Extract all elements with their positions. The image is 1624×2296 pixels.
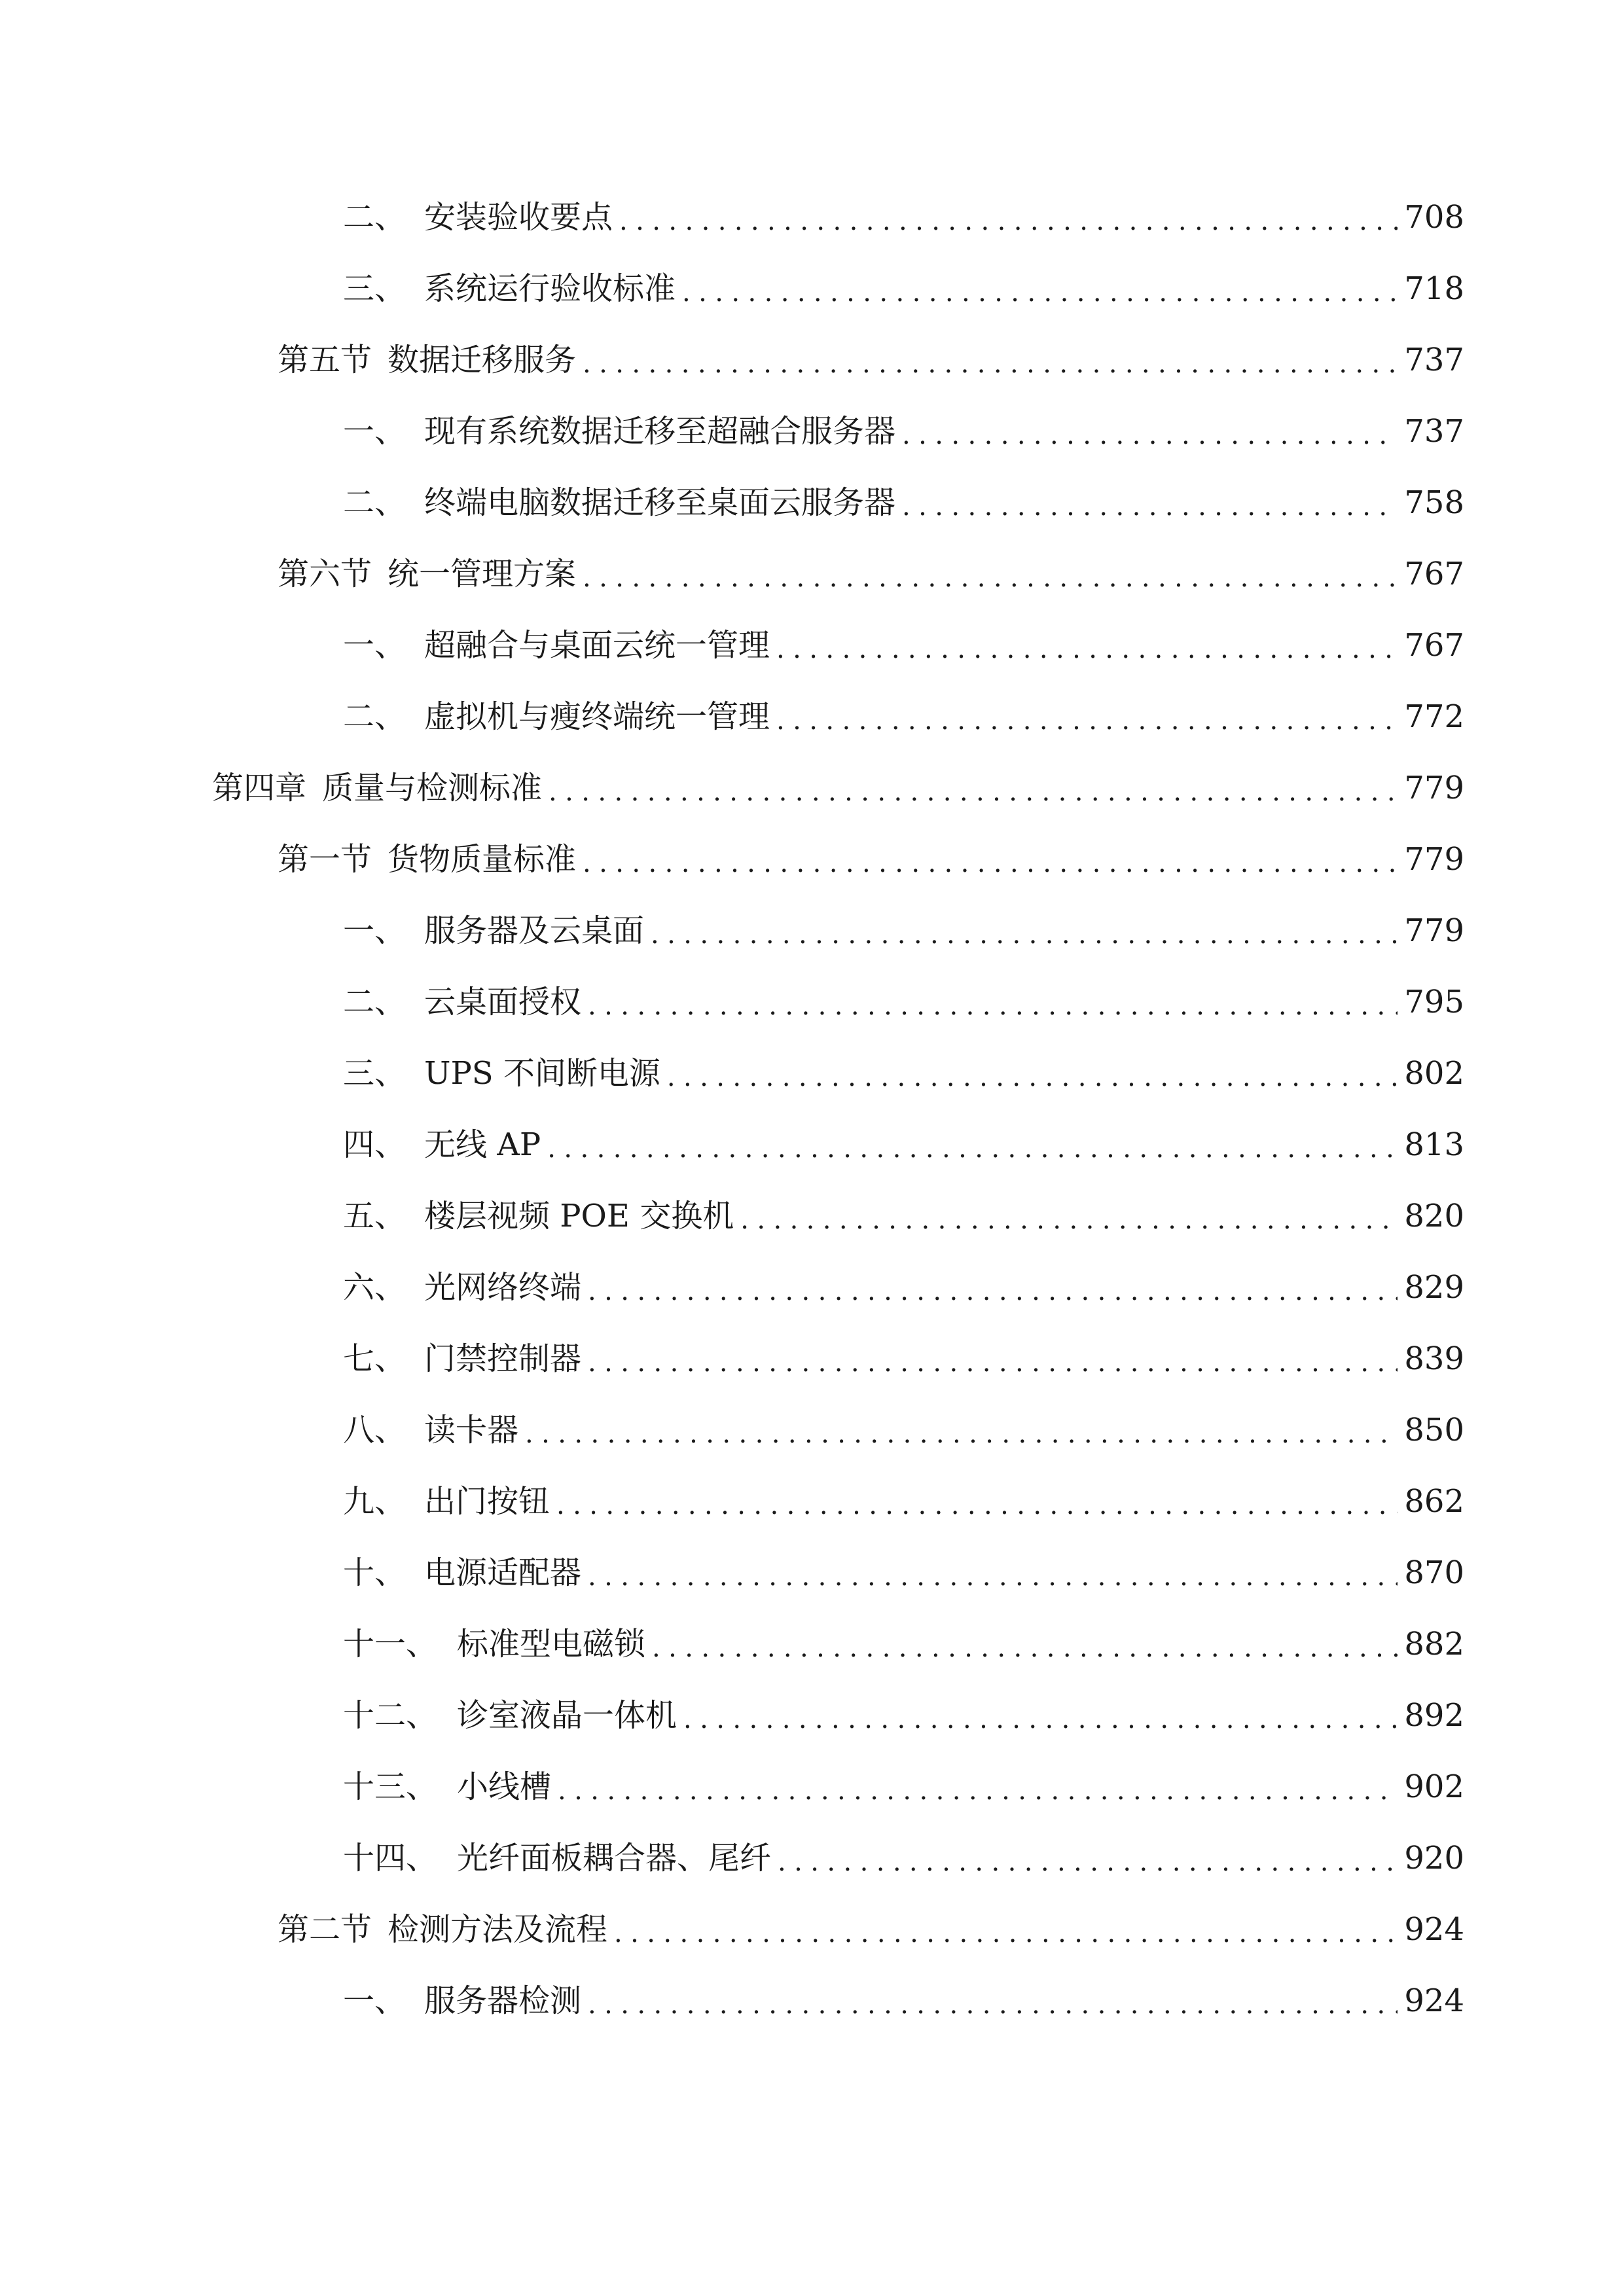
toc-entry-title: 超融合与桌面云统一管理 bbox=[424, 627, 770, 664]
toc-entry[interactable] bbox=[343, 1689, 1464, 1742]
toc-entry[interactable] bbox=[343, 1832, 1464, 1884]
toc-entry[interactable] bbox=[212, 762, 1464, 814]
toc-entry-number: 七、 bbox=[343, 1340, 406, 1377]
toc-entry-title: 读卡器 bbox=[424, 1412, 519, 1448]
toc-entry-number: 五、 bbox=[343, 1198, 406, 1234]
toc-entry-page: 802 bbox=[1404, 1055, 1464, 1092]
toc-dot-leader bbox=[902, 405, 1398, 457]
toc-dot-leader bbox=[547, 1119, 1398, 1171]
toc-entry[interactable] bbox=[278, 833, 1464, 886]
toc-entry-title: 门禁控制器 bbox=[424, 1340, 582, 1377]
toc-entry[interactable] bbox=[343, 405, 1464, 457]
toc-dot-leader bbox=[588, 1547, 1398, 1599]
toc-entry-page: 850 bbox=[1404, 1412, 1464, 1448]
toc-entry-number: 九、 bbox=[343, 1483, 406, 1520]
toc-entry-number: 二、 bbox=[343, 698, 406, 735]
toc-dot-leader bbox=[651, 905, 1398, 957]
toc-entry[interactable] bbox=[343, 1119, 1464, 1171]
toc-entry[interactable] bbox=[343, 1047, 1464, 1100]
toc-entry-page: 820 bbox=[1404, 1198, 1464, 1234]
toc-entry-title: 服务器检测 bbox=[424, 1982, 582, 2019]
toc-dot-leader bbox=[667, 1047, 1398, 1100]
toc-entry-title: 楼层视频 POE 交换机 bbox=[424, 1198, 734, 1234]
toc-dot-leader bbox=[588, 1975, 1398, 2027]
toc-entry-page: 772 bbox=[1404, 698, 1464, 735]
toc-dot-leader bbox=[588, 1333, 1398, 1385]
toc-entry-number: 第二节 bbox=[278, 1911, 372, 1948]
toc-entry-page: 902 bbox=[1404, 1768, 1464, 1805]
toc-entry[interactable] bbox=[343, 619, 1464, 672]
toc-entry-page: 708 bbox=[1404, 199, 1464, 236]
toc-entry[interactable] bbox=[343, 1333, 1464, 1385]
toc-entry-page: 737 bbox=[1404, 342, 1464, 378]
toc-dot-leader bbox=[778, 1832, 1398, 1884]
toc-entry-number: 第六节 bbox=[278, 556, 372, 592]
toc-entry-number: 一、 bbox=[343, 627, 406, 664]
toc-entry-title: 光纤面板耦合器、尾纤 bbox=[457, 1840, 772, 1876]
toc-dot-leader bbox=[588, 976, 1398, 1028]
toc-entry[interactable] bbox=[343, 1261, 1464, 1314]
toc-entry-number: 第五节 bbox=[278, 342, 372, 378]
toc-dot-leader bbox=[740, 1190, 1398, 1242]
toc-dot-leader bbox=[776, 691, 1398, 743]
toc-entry-page: 892 bbox=[1404, 1697, 1464, 1734]
toc-entry-number: 十二、 bbox=[343, 1697, 438, 1734]
toc-entry-page: 924 bbox=[1404, 1911, 1464, 1948]
toc-entry-page: 839 bbox=[1404, 1340, 1464, 1377]
toc-dot-leader bbox=[902, 476, 1398, 529]
toc-entry-page: 862 bbox=[1404, 1483, 1464, 1520]
toc-entry-title: 数据迁移服务 bbox=[388, 342, 577, 378]
toc-entry[interactable] bbox=[343, 1475, 1464, 1528]
toc-entry-number: 十、 bbox=[343, 1554, 406, 1591]
toc-entry-number: 二、 bbox=[343, 199, 406, 236]
toc-dot-leader bbox=[682, 262, 1398, 315]
toc-entry[interactable] bbox=[278, 1903, 1464, 1956]
toc-entry-number: 十一、 bbox=[343, 1626, 438, 1662]
toc-entry-title: 小线槽 bbox=[457, 1768, 552, 1805]
toc-entry-number: 十三、 bbox=[343, 1768, 438, 1805]
toc-entry[interactable] bbox=[278, 334, 1464, 386]
toc-entry[interactable] bbox=[343, 1547, 1464, 1599]
toc-entry-title: 终端电脑数据迁移至桌面云服务器 bbox=[424, 484, 896, 521]
toc-entry[interactable] bbox=[343, 1975, 1464, 2027]
toc-dot-leader bbox=[652, 1618, 1398, 1670]
toc-entry-title: 无线 AP bbox=[424, 1126, 541, 1163]
toc-entry-number: 二、 bbox=[343, 984, 406, 1020]
toc-entry-number: 八、 bbox=[343, 1412, 406, 1448]
toc-entry[interactable] bbox=[343, 1404, 1464, 1456]
toc-entry[interactable] bbox=[343, 191, 1464, 243]
toc-entry-title: 诊室液晶一体机 bbox=[457, 1697, 677, 1734]
toc-entry-number: 六、 bbox=[343, 1269, 406, 1306]
toc-entry-page: 737 bbox=[1404, 413, 1464, 450]
toc-dot-leader bbox=[776, 619, 1398, 672]
toc-entry-number: 第一节 bbox=[278, 841, 372, 878]
toc-dot-leader bbox=[588, 1261, 1398, 1314]
toc-entry[interactable] bbox=[343, 476, 1464, 529]
toc-entry-page: 767 bbox=[1404, 627, 1464, 664]
toc-entry-title: 虚拟机与瘦终端统一管理 bbox=[424, 698, 770, 735]
toc-entry-number: 三、 bbox=[343, 1055, 406, 1092]
toc-entry-title: 统一管理方案 bbox=[388, 556, 577, 592]
toc-entry-page: 718 bbox=[1404, 270, 1464, 307]
toc-dot-leader bbox=[583, 548, 1398, 600]
toc-entry-number: 一、 bbox=[343, 413, 406, 450]
toc-entry[interactable] bbox=[343, 976, 1464, 1028]
toc-entry-number: 二、 bbox=[343, 484, 406, 521]
toc-entry-title: 电源适配器 bbox=[424, 1554, 582, 1591]
toc-entry-title: 标准型电磁锁 bbox=[457, 1626, 646, 1662]
toc-entry-number: 第四章 bbox=[212, 770, 307, 806]
toc-entry[interactable] bbox=[343, 262, 1464, 315]
toc-entry[interactable] bbox=[278, 548, 1464, 600]
toc-dot-leader bbox=[583, 833, 1398, 886]
toc-entry-title: UPS 不间断电源 bbox=[424, 1055, 660, 1092]
toc-entry-page: 920 bbox=[1404, 1840, 1464, 1876]
toc-entry-page: 882 bbox=[1404, 1626, 1464, 1662]
toc-entry-number: 一、 bbox=[343, 1982, 406, 2019]
toc-entry-page: 758 bbox=[1404, 484, 1464, 521]
toc-entry-title: 货物质量标准 bbox=[388, 841, 577, 878]
toc-entry-number: 一、 bbox=[343, 912, 406, 949]
toc-entry-page: 813 bbox=[1404, 1126, 1464, 1163]
toc-entry-title: 安装验收要点 bbox=[424, 199, 613, 236]
toc-entry-page: 779 bbox=[1404, 912, 1464, 949]
toc-entry-number: 十四、 bbox=[343, 1840, 438, 1876]
toc-entry-title: 现有系统数据迁移至超融合服务器 bbox=[424, 413, 896, 450]
toc-entry[interactable] bbox=[343, 1190, 1464, 1242]
toc-entry-page: 795 bbox=[1404, 984, 1464, 1020]
toc-entry-title: 质量与检测标准 bbox=[322, 770, 543, 806]
toc-entry[interactable] bbox=[343, 1618, 1464, 1670]
toc-dot-leader bbox=[558, 1761, 1398, 1813]
toc-entry-page: 870 bbox=[1404, 1554, 1464, 1591]
toc-entry-page: 924 bbox=[1404, 1982, 1464, 2019]
toc-entry-title: 服务器及云桌面 bbox=[424, 912, 645, 949]
toc-entry-title: 云桌面授权 bbox=[424, 984, 582, 1020]
toc-entry[interactable] bbox=[343, 905, 1464, 957]
toc-entry-title: 出门按钮 bbox=[424, 1483, 550, 1520]
toc-entry-page: 829 bbox=[1404, 1269, 1464, 1306]
toc-dot-leader bbox=[614, 1903, 1398, 1956]
toc-dot-leader bbox=[525, 1404, 1398, 1456]
toc-dot-leader bbox=[549, 762, 1398, 814]
toc-dot-leader bbox=[583, 334, 1398, 386]
toc-dot-leader bbox=[619, 191, 1398, 243]
toc-entry-number: 三、 bbox=[343, 270, 406, 307]
toc-dot-leader bbox=[683, 1689, 1398, 1742]
toc-entry-title: 系统运行验收标准 bbox=[424, 270, 676, 307]
toc-entry-page: 767 bbox=[1404, 556, 1464, 592]
toc-entry-title: 光网络终端 bbox=[424, 1269, 582, 1306]
toc-entry[interactable] bbox=[343, 691, 1464, 743]
toc-entry-title: 检测方法及流程 bbox=[388, 1911, 608, 1948]
toc-dot-leader bbox=[556, 1475, 1398, 1528]
toc-entry-page: 779 bbox=[1404, 770, 1464, 806]
toc-entry-number: 四、 bbox=[343, 1126, 406, 1163]
toc-entry[interactable] bbox=[343, 1761, 1464, 1813]
toc-entry-page: 779 bbox=[1404, 841, 1464, 878]
